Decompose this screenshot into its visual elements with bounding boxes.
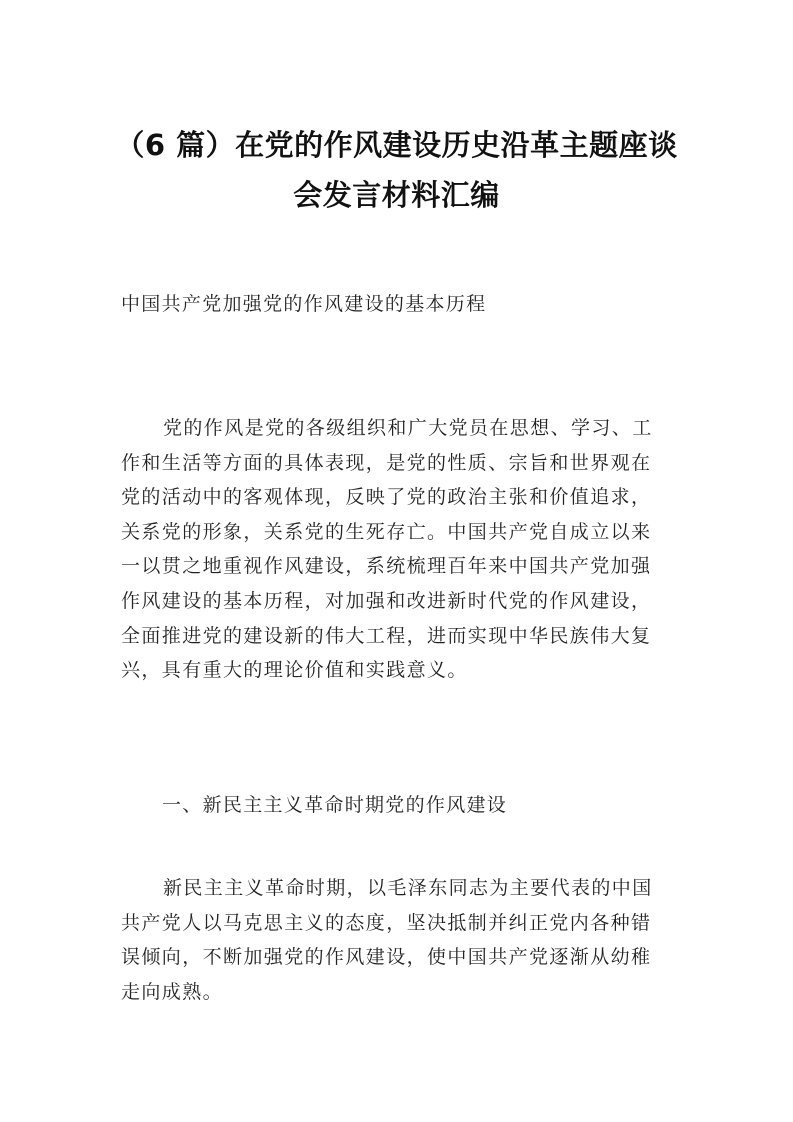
title-line-2: 会发言材料汇编 <box>293 178 500 212</box>
paragraph-intro <box>121 411 653 688</box>
paragraph-line: 党的活动中的客观体现，反映了党的政治主张和价值追求， <box>121 486 652 509</box>
paragraph-line: 关系党的形象，关系党的生死存亡。中国共产党自成立以来 <box>121 520 652 543</box>
paragraph-line: 全面推进党的建设新的伟大工程，进而实现中华民族伟大复 <box>121 624 652 647</box>
title-line-1: （6 篇）在党的作风建设历史沿革主题座谈 <box>115 128 678 162</box>
paragraph-line: 兴，具有重大的理论价值和实践意义。 <box>121 659 468 682</box>
paragraph-line: 共产党人以马克思主义的态度，坚决抵制并纠正党内各种错 <box>121 911 652 934</box>
paragraph-section-1 <box>121 871 653 1009</box>
paragraph-line: 新民主主义革命时期，以毛泽东同志为主要代表的中国 <box>163 877 653 899</box>
paragraph-line: 作和生活等方面的具体表现，是党的性质、宗旨和世界观在 <box>121 451 652 474</box>
paragraph-line: 走向成熟。 <box>121 980 224 1003</box>
paragraph-line: 一以贯之地重视作风建设，系统梳理百年来中国共产党加强 <box>121 555 652 578</box>
paragraph-line: 误倾向，不断加强党的作风建设，使中国共产党逐渐从幼稚 <box>121 946 652 969</box>
document-subtitle: 中国共产党加强党的作风建设的基本历程 <box>121 293 487 315</box>
section-heading-1: 一、新民主主义革命时期党的作风建设 <box>162 794 508 816</box>
paragraph-line: 党的作风是党的各级组织和广大党员在思想、学习、工 <box>163 417 653 439</box>
paragraph-line: 作风建设的基本历程，对加强和改进新时代党的作风建设， <box>121 589 652 612</box>
document-title <box>100 120 693 220</box>
